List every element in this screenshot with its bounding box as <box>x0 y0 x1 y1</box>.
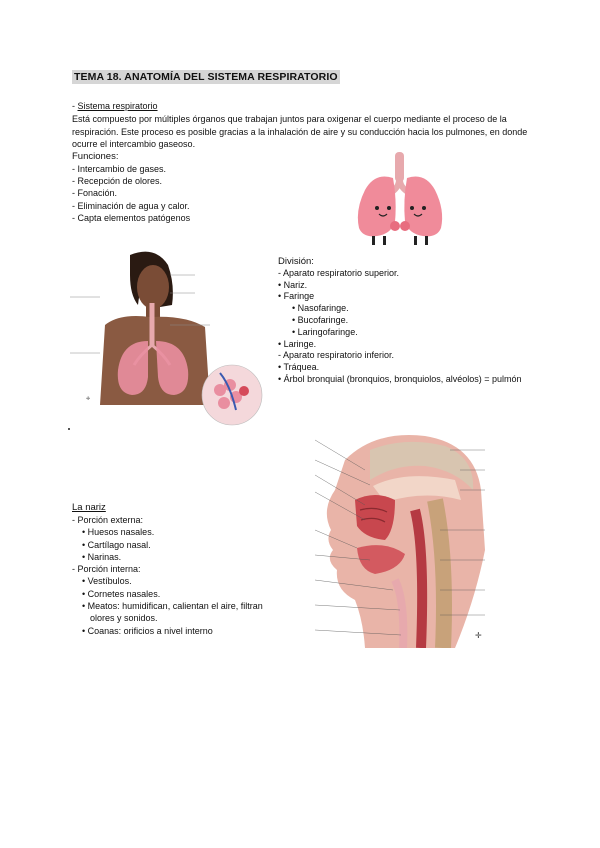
funciones-list <box>72 163 190 224</box>
page-title: TEMA 18. ANATOMÍA DEL SISTEMA RESPIRATORIO <box>74 71 338 83</box>
division-line: • Laringe. <box>278 338 317 349</box>
cartoon-lungs-icon <box>345 150 455 250</box>
svg-text:✛: ✛ <box>475 631 482 640</box>
cartoon-lungs-image <box>345 150 455 250</box>
nariz-line: olores y sonidos. <box>90 613 158 624</box>
division-line: • Faringe <box>278 291 315 302</box>
respiratory-anatomy-image <box>60 245 270 430</box>
funciones-item: - Recepción de olores. <box>72 176 163 187</box>
nariz-line: • Cornetes nasales. <box>82 588 161 599</box>
head-sagittal-section-image <box>275 430 527 648</box>
division-line: • Árbol bronquial (bronquios, bronquiolos, alvéolos) = pulmón <box>278 373 522 384</box>
nariz-heading: La nariz <box>72 502 106 513</box>
nariz-line: • Cartílago nasal. <box>82 539 151 550</box>
funciones-item: - Capta elementos patógenos <box>72 212 191 223</box>
division-title: División: <box>278 256 314 267</box>
svg-text:✛: ✛ <box>86 396 91 402</box>
division-line: - Aparato respiratorio inferior. <box>278 350 395 361</box>
division-line: • Nariz. <box>278 279 308 290</box>
division-line: - Aparato respiratorio superior. <box>278 267 400 278</box>
respiratory-system-illustration-icon <box>60 245 270 430</box>
section-heading <box>72 101 158 111</box>
division-block <box>278 256 522 386</box>
section-intro: Está compuesto por múltiples órganos que trabajan juntos para oxigenar el cuerpo mediante el proceso de la respiración. Este proceso es posible gracias a la inhalación de aire y su conducción hacia los pulmones, en donde ocurre el intercambio gaseoso. <box>72 114 528 149</box>
funciones-title: Funciones: <box>72 151 119 162</box>
funciones-item: - Fonación. <box>72 188 118 199</box>
nariz-block <box>72 514 272 637</box>
division-line: • Tráquea. <box>278 362 320 373</box>
nariz-line: • Vestíbulos. <box>82 576 132 587</box>
nariz-line: • Coanas: orificios a nivel interno <box>82 625 213 636</box>
nariz-line: - Porción interna: <box>72 564 141 575</box>
nariz-line: • Meatos: humidifican, calientan el aire, filtran <box>82 601 263 612</box>
page-mark <box>68 428 70 430</box>
section-heading-text: Sistema respiratorio <box>77 101 158 111</box>
nariz-line: • Huesos nasales. <box>82 527 155 538</box>
funciones-item: - Eliminación de agua y calor. <box>72 200 190 211</box>
division-line: • Bucofaringe. <box>292 314 349 325</box>
division-line: • Laringofaringe. <box>292 326 358 337</box>
division-line: • Nasofaringe. <box>292 303 349 314</box>
nariz-line: - Porción externa: <box>72 515 144 525</box>
nasal-cavity-anatomy-icon <box>275 430 527 648</box>
funciones-item: - Intercambio de gases. <box>72 164 167 174</box>
nariz-line: • Narinas. <box>82 551 122 562</box>
section-prefix: - <box>72 101 78 111</box>
